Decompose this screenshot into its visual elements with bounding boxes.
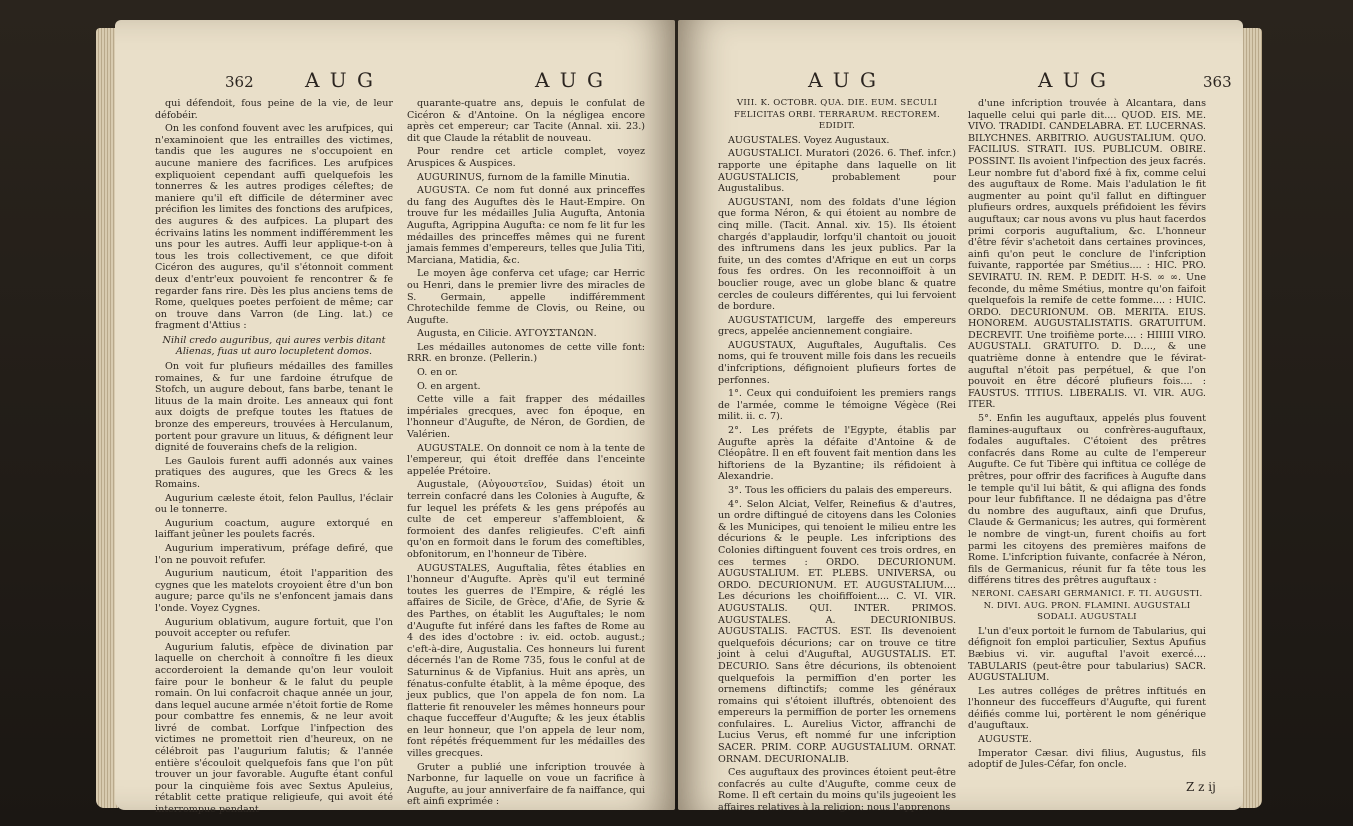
paragraph: AUGUSTALICI. Muratori (2026. 6. Thef. infcr.) rapporte une épitaphe dans laquelle on lit AUGUSTALICIS, probablement pour Augustalibus. [718, 148, 956, 195]
paragraph: qui défendoit, fous peine de la vie, de leur défobéir. [155, 98, 393, 121]
paragraph: Augurium coactum, augure extorqué en laiffant jeûner les poulets facrés. [155, 517, 393, 541]
paragraph: Imperator Cæsar. divi filius, Augustus, fils adoptif de Jules-Céfar, fon oncle. [968, 747, 1206, 771]
paragraph: Nihil credo auguribus, qui aures verbis ditant Alienas, fuas ut auro locupletent domos. [162, 334, 386, 358]
paragraph: Gruter a publié une infcription trouvée à Narbonne, fur laquelle on voue un facrifice à Augufte, au jour anniverfaire de fa naiffance, qui eft ainfi exprimée : [407, 761, 646, 808]
right-page-edges [1240, 28, 1262, 808]
paragraph: Augurium oblativum, augure fortuit, que l'on pouvoit accepter ou refufer. [155, 616, 393, 640]
paragraph: 4°. Selon Alciat, Velfer, Reinefius & d'autres, un ordre diftingué de citoyens dans les Colonies & les Municipes, qui tenoient le milieu entre les décurions & le peuple. Les infcriptions des Colonies diftinguent fouvent ces trois ordres, en ces termes : ORDO. DECURIONUM. AUGUSTALIUM. ET. PLEBS. UNIVERSA, ou ORDO. DECURIONUM. ET. AUGUSTALIUM.... Les décurions les choififfoient.... C. VI. VIR. AUGUSTALIS. QUI. INTER. PRIMOS. AUGUSTALES. A. DECURIONIBUS. AUGUSTALIS. FACTUS. EST. Ils devenoient quelquefois décurions; car on trouve ce titre joint à celui d'Auguftal, AUGUSTALIS. ET. DECURIO. Sans être décurions, ils obtenoient quelquefois la permiffion d'en porter les ornemens diftinctifs; comme les généraux romains qui s'étoient illuftrés, obtenoient des empereurs la permiffion de porter les ornemens confulaires. L. Aurelius Victor, affranchi de Lucius Verus, eft nommé fur une infcription SACER. PRIM. CORP. AUGUSTALIUM. ORNAT. ORNAM. DECURIONALIB. [718, 498, 956, 765]
paragraph: Pour rendre cet article complet, voyez Aruspices & Auspices. [407, 146, 645, 169]
paragraph: Les médailles autonomes de cette ville font: RRR. en bronze. (Pellerin.) [407, 341, 645, 365]
paragraph: Cette ville a fait frapper des médailles impériales grecques, avec fon époque, en l'honneur d'Augufte, de Néron, de Gordien, de Valérien. [407, 394, 645, 441]
running-head-right: A U G [1038, 68, 1108, 92]
left-page [115, 20, 675, 816]
running-head-left: A U G [305, 68, 375, 92]
left-page-header [225, 68, 254, 92]
paragraph: 3°. Tous les officiers du palais des empereurs. [728, 485, 953, 496]
paragraph: NERONI. CAESARI GERMANICI. F. TI. AUGUSTI. N. DIVI. AUG. PRON. FLAMINI. AUGUSTALI SODALI. AUGUSTALI [971, 588, 1203, 623]
paragraph: Augustale, (Αὐγουστεῖον, Suidas) étoit un terrein confacré dans les Colonies à Augufte, & fur lequel les préfets & les gens prépofés au culte de cet empereur s'affembloient, & formoient des danfes religieufes. C'eft ainfi qu'on en formoit dans le forum des comeftibles, obfonitorum, en l'honneur de Tibère. [407, 479, 645, 560]
paragraph: Les autres colléges de prêtres inftitués en l'honneur des fucceffeurs d'Augufte, qui furent déifiés comme lui, portèrent le nom générique d'auguftaux. [968, 685, 1206, 732]
paragraph: AUGUSTALE. On donnoit ce nom à la tente de l'empereur, qui étoit dreffée dans l'enceinte appelée Prétoire. [407, 442, 645, 477]
paragraph: 2°. Les préfets de l'Egypte, établis par Augufte après la défaite d'Antoine & de Cléopâtre. Il en eft fouvent fait mention dans les hiftoriens de la Byzantine; ils réfidoient à Alexandrie. [718, 425, 956, 483]
paragraph: Le moyen âge conferva cet ufage; car Herric ou Henri, dans le premier livre des miracles de S. Germain, appelle indifféremment Chrotechilde femme de Clovis, ou Reine, ou Augufte. [407, 268, 645, 326]
paragraph: Augusta, en Cilicie. ΑΥΓΟΥΣΤΑΝΩΝ. [417, 328, 597, 340]
paragraph: Les Gaulois furent auffi adonnés aux vaines pratiques des augures, que les Grecs & les Romains. [155, 455, 393, 490]
paragraph: quarante-quatre ans, depuis le confulat de Cicéron & d'Antoine. On la négligea encore après cet empereur; car Tacite (Annal. xii. 23.) dit que Claude la rétablit de nouveau. [407, 98, 645, 144]
right-column-2 [968, 98, 1206, 798]
running-head-left: A U G [808, 68, 878, 92]
paragraph: VIII. K. OCTOBR. QUA. DIE. EUM. SECULI FELICITAS ORBI. TERRARUM. RECTOREM. EDIDIT. [733, 98, 941, 132]
paragraph: On voit fur plufieurs médailles des familles romaines, & fur une fardoine étrufque de Stofch, un augure debout, fans barbe, tenant le lituus de la main droite. Les anneaux qui font aux doigts de prefque toutes les ftatues de bronze des empereurs, trouvées à Herculanum, portent pour gravure un lituus, & défignent leur dignité de fouverains chefs de la religion. [155, 361, 393, 454]
paragraph: O. en argent. [417, 380, 481, 392]
paragraph: AUGUSTANI, nom des foldats d'une légion que forma Néron, & qui étoient au nombre de cinq mille. (Tacit. Annal. xiv. 15). Ils étoient chargés d'applaudir, lorfqu'il chantoit ou jouoit des inftrumens dans les jeux publics. Par la fuite, un des comtes d'Afrique en eut un corps fous fes ordres. On les reconnoiffoit à un bouclier rouge, avec un globe blanc & quatre cercles de couleurs différentes, qui lui fervoient de bordure. [718, 196, 956, 313]
paragraph: Ces auguftaux des provinces étoient peut-être confacrés au culte d'Augufte, comme ceux de Rome. Il eft certain du moins qu'ils jugeoient les affaires relatives à la religion; nous l'apprenons [718, 767, 956, 814]
paragraph: L'un d'eux portoit le furnom de Tabularius, qui défignoit fon emploi particulier, Sextus Apufius Bæbius vi. vir. auguftal l'avoit exercé.... TABULARIS (peut-être pour tabularius) SACR. AUGUSTALIUM. [968, 625, 1206, 684]
paragraph: AUGUSTAUX, Auguftales, Auguftalis. Ces noms, qui fe trouvent mille fois dans les recueils d'infcriptions, défignoient plufieurs fortes de perfonnes. [718, 339, 956, 386]
paragraph: Augurium falutis, efpèce de divination par laquelle on cherchoit à connoître fi les dieux accorderoient la demande qu'on leur vouloit faire pour le bonheur & le falut du peuple romain. On lui confacroit chaque année un jour, dans lequel aucune armée n'étoit fortie de Rome pour combattre fes ennemis, & ne leur avoit livré de combat. Lorfque l'infpection des victimes ne promettoit rien d'heureux, on ne célébroit pas l'augurium falutis; & l'année entière s'écouloit quelquefois fans que l'on pût trouver un jour favorable. Augufte étant conful pour la cinquième fois avec Sextus Apuleius, rétablit cette pratique religieufe, qui avoit été interrompue pendant [155, 641, 393, 816]
paragraph: d'une infcription trouvée à Alcantara, dans laquelle celui qui parle dit.... QUOD. EIS. ME. VIVO. TRADIDI. CANDELABRA. ET. LUCERNAS. BILYCHNES. ARBITRIO. AUGUSTALIUM. QUO. FACILIUS. STRATI. IUS. PUBLICUM. OBIRE. POSSINT. Ils avoient l'infpection des jeux facrés. Leur nombre fut d'abord fixé à fix, comme celui des auguftaux de Rome. Mais l'adulation le fit augmenter au point qu'il fallut en diftinguer plufieurs ordres, auxquels préfidoient les févirs auguftaux; car nous avons vu plus haut facerdos primi corporis auguftalium, &c. L'honneur d'être févir s'achetoit dans certaines provinces, ainfi qu'on peut le conclure de l'infcription fuivante, rapportée par Smétius.... : HIC. PRO. SEVIRATU. IN. REM. P. DEDIT. H-S. ∞ ∞. Une feconde, du même Smétius, montre qu'on faifoit quelquefois la remife de cette fomme.... : HUIC. ORDO. DECURIONUM. OB. MERITA. EIUS. HONOREM. AUGUSTALISTATIS. GRATUITUM. DECREVIT. Une troifième porte.... : HIIIII VIRO. AUGUSTALI. GRATUITO. D. D...., & une quatrième donne à entendre que le févirat-auguftal n'étoit pas perpétuel, & que l'on pouvoit en être décoré plufieurs fois.... : FAUSTUS. TITIUS. LIBERALIS. VI. VIR. AUG. ITER. [968, 98, 1206, 411]
paragraph: Augurium imperativum, préfage defiré, que l'on ne pouvoit refufer. [155, 542, 393, 566]
running-head-right: A U G [535, 68, 605, 92]
paragraph: 5°. Enfin les auguftaux, appelés plus fouvent flamines-auguftaux ou confrères-auguftaux, fodales auguftales. C'étoient des prêtres confacrés dans Rome au culte de l'empereur Augufte. Ce fut Tibère qui inftitua ce collége de prêtres, pour offrir des facrifices à Augufte dans le temple qu'il lui bâtit, & qui afligna des fonds pour leur fubfiftance. Il ne dédaigna pas d'être du nombre des auguftaux, ainfi que Drufus, Claude & Germanicus; les autres, qui formèrent le nombre de vingt-un, furent choifis au fort parmi les citoyens des premières maifons de Rome. L'infcription fuivante, confacrée à Néron, fils de Germanicus, réunit fur fa tête tous les différens titres des prêtres auguftaux : [968, 413, 1206, 587]
paragraph: AUGUSTALES. Voyez Augustaux. [728, 134, 890, 146]
paragraph: Augurium nauticum, étoit l'apparition des cygnes que les matelots croyoient être d'un bon augure; parce qu'ils ne s'enfoncent jamais dans l'onde. Voyez Cygnes. [155, 568, 393, 614]
right-page-header [1203, 68, 1232, 92]
paragraph: On les confond fouvent avec les arufpices, qui n'examinoient que les entrailles des victimes, tandis que les augures ne s'occupoient en aucune maniere des facrifices. Les arufpices expliquoient cependant auffi quelquefois les tonnerres & les autres prodiges céleftes; de maniere qu'il eft difficile de déterminer avec précifion les limites des fonctions des arufpices, des augures & des aufpices. La plupart des écrivains latins les nomment indifféremment les uns pour les autres. Auffi leur applique-t-on à tous les trois collectivement, ce que difoit Cicéron des augures, qu'il s'étonnoit comment deux d'entr'eux pouvoient fe rencontrer & fe regarder fans rire. Dès les plus anciens tems de Rome, quelques poetes perfoient de même; car on trouve dans Varron (de Ling. lat.) ce fragment d'Attius : [155, 123, 393, 332]
paragraph: O. en or. [417, 367, 458, 379]
paragraph: Augurium cæleste étoit, felon Paullus, l'éclair ou le tonnerre. [155, 492, 393, 516]
paragraph: AUGUSTE. [978, 734, 1032, 746]
signature-mark: Z z ij [1186, 780, 1216, 794]
page-number: 362 [225, 73, 254, 91]
paragraph: AUGUSTA. Ce nom fut donné aux princeffes du fang des Auguftes dès le Haut-Empire. On trouve fur les médailles Julia Augufta, Antonia Augufta, Agrippina Augufta: ce nom fe lit fur les médailles des princeffes mêmes qui ne furent jamais femmes d'empereurs, telles que Julia Titi, Marciana, Matidia, &c. [407, 185, 645, 266]
right-column-1 [718, 98, 956, 814]
paragraph: AUGUSTALES, Auguftalia, fêtes établies en l'honneur d'Augufte. Après qu'il eut terminé toutes les guerres de l'Empire, & réglé les affaires de Sicile, de Grèce, d'Afie, de Syrie & des Parthes, on établit les Auguftales; le nom d'Augufte fut inféré dans les faftes de Rome au 4 des ides d'octobre : iv. eid. octob. august.; c'eft-à-dire, Augustalia. Ces honneurs lui furent décernés l'an de Rome 735, fous le conful at de Saturninus & de Vipfanius. Huit ans après, un fénatus-confulte établit, à la même époque, des jeux publics, que l'on appela de fon nom. La flatterie fit renouveler les mêmes honneurs pour chaque fucceffeur d'Augufte; & les jeux établis en leur honneur, que l'on appela de leur nom, font répétés fréquemment fur les médailles des villes grecques. [407, 562, 645, 760]
right-page [678, 20, 1243, 814]
paragraph: AUGUSTATICUM, largeffe des empereurs grecs, appelée anciennement congiaire. [718, 314, 956, 338]
paragraph: 1°. Ceux qui conduifoient les premiers rangs de l'armée, comme le témoigne Végèce (Rei milit. ii. c. 7). [718, 388, 956, 423]
paragraph: AUGURINUS, furnom de la famille Minutia. [417, 171, 630, 183]
left-column-1 [155, 98, 393, 816]
page-number: 363 [1203, 73, 1232, 91]
left-column-2 [407, 98, 646, 808]
